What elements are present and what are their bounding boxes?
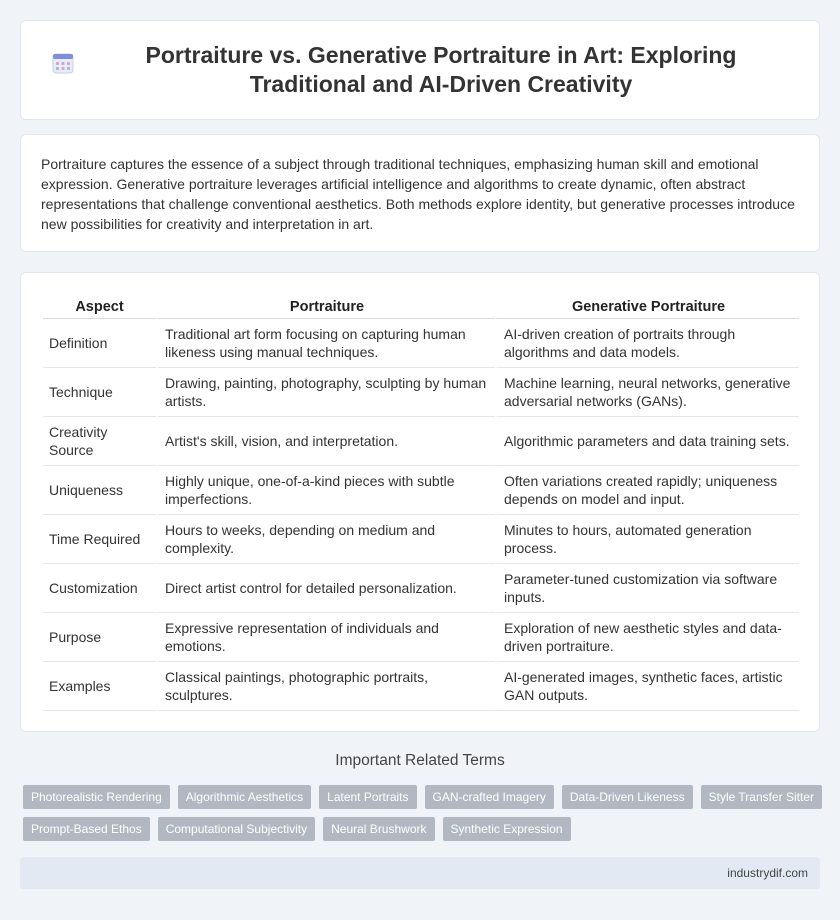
table-row xyxy=(43,319,799,368)
generative-cell: Parameter-tuned customization via software inputs. xyxy=(495,564,799,613)
intro-paragraph: Portraiture captures the essence of a subject through traditional techniques, emphasizing human skill and emotional expression. Generative portraiture leverages artificial intelligence and algorithms to create dynamic, often abstract representations that challenge conventional aesthetics. Both methods explore identity, but generative processes introduce new possibilities for creativity and interpretation in art. xyxy=(41,156,795,232)
portraiture-cell: Direct artist control for detailed personalization. xyxy=(156,564,495,613)
table-row xyxy=(43,417,799,466)
related-terms-section xyxy=(0,752,840,770)
title-card xyxy=(20,20,820,120)
intro-card xyxy=(20,134,820,252)
aspect-cell: Definition xyxy=(43,319,156,368)
portraiture-cell: Expressive representation of individuals and emotions. xyxy=(156,613,495,662)
table-row xyxy=(43,613,799,662)
portraiture-cell: Classical paintings, photographic portraits, sculptures. xyxy=(156,662,495,711)
table-row xyxy=(43,368,799,417)
related-tags xyxy=(23,785,823,849)
table-row xyxy=(43,564,799,613)
comparison-card xyxy=(20,272,820,732)
table-row xyxy=(43,515,799,564)
header-generative: Generative Portraiture xyxy=(495,295,799,319)
related-tag[interactable]: Synthetic Expression xyxy=(443,817,571,841)
related-tag[interactable]: Photorealistic Rendering xyxy=(23,785,170,809)
generative-cell: AI-generated images, synthetic faces, artistic GAN outputs. xyxy=(495,662,799,711)
aspect-cell: Time Required xyxy=(43,515,156,564)
aspect-cell: Examples xyxy=(43,662,156,711)
related-tag[interactable]: Neural Brushwork xyxy=(323,817,434,841)
header-aspect: Aspect xyxy=(43,295,156,319)
related-tag[interactable]: Computational Subjectivity xyxy=(158,817,315,841)
footer-site-link[interactable]: industrydif.com xyxy=(727,866,808,880)
table-header-row xyxy=(43,295,799,319)
portraiture-cell: Hours to weeks, depending on medium and complexity. xyxy=(156,515,495,564)
related-terms-title: Important Related Terms xyxy=(335,752,505,769)
calendar-grid-icon xyxy=(51,51,75,75)
portraiture-cell: Drawing, painting, photography, sculpting by human artists. xyxy=(156,368,495,417)
related-tag[interactable]: Prompt-Based Ethos xyxy=(23,817,150,841)
generative-cell: AI-driven creation of portraits through algorithms and data models. xyxy=(495,319,799,368)
related-tag[interactable]: Algorithmic Aesthetics xyxy=(178,785,311,809)
table-row xyxy=(43,466,799,515)
page-title: Portraiture vs. Generative Portraiture in Art: Exploring Traditional and AI-Driven Creativity xyxy=(145,42,737,97)
comparison-table xyxy=(43,295,799,711)
tag-row xyxy=(23,817,823,841)
table-row xyxy=(43,662,799,711)
related-tag[interactable]: Style Transfer Sitter xyxy=(701,785,822,809)
portraiture-cell: Artist's skill, vision, and interpretation. xyxy=(156,417,495,466)
generative-cell: Often variations created rapidly; uniqueness depends on model and input. xyxy=(495,466,799,515)
tag-row xyxy=(23,785,823,809)
related-tag[interactable]: Latent Portraits xyxy=(319,785,416,809)
aspect-cell: Creativity Source xyxy=(43,417,156,466)
portraiture-cell: Traditional art form focusing on capturing human likeness using manual techniques. xyxy=(156,319,495,368)
generative-cell: Algorithmic parameters and data training sets. xyxy=(495,417,799,466)
header-portraiture: Portraiture xyxy=(156,295,495,319)
generative-cell: Machine learning, neural networks, generative adversarial networks (GANs). xyxy=(495,368,799,417)
footer-bar xyxy=(20,857,820,889)
aspect-cell: Uniqueness xyxy=(43,466,156,515)
aspect-cell: Purpose xyxy=(43,613,156,662)
aspect-cell: Technique xyxy=(43,368,156,417)
aspect-cell: Customization xyxy=(43,564,156,613)
generative-cell: Exploration of new aesthetic styles and data-driven portraiture. xyxy=(495,613,799,662)
generative-cell: Minutes to hours, automated generation process. xyxy=(495,515,799,564)
related-tag[interactable]: GAN-crafted Imagery xyxy=(425,785,554,809)
related-tag[interactable]: Data-Driven Likeness xyxy=(562,785,693,809)
portraiture-cell: Highly unique, one-of-a-kind pieces with subtle imperfections. xyxy=(156,466,495,515)
